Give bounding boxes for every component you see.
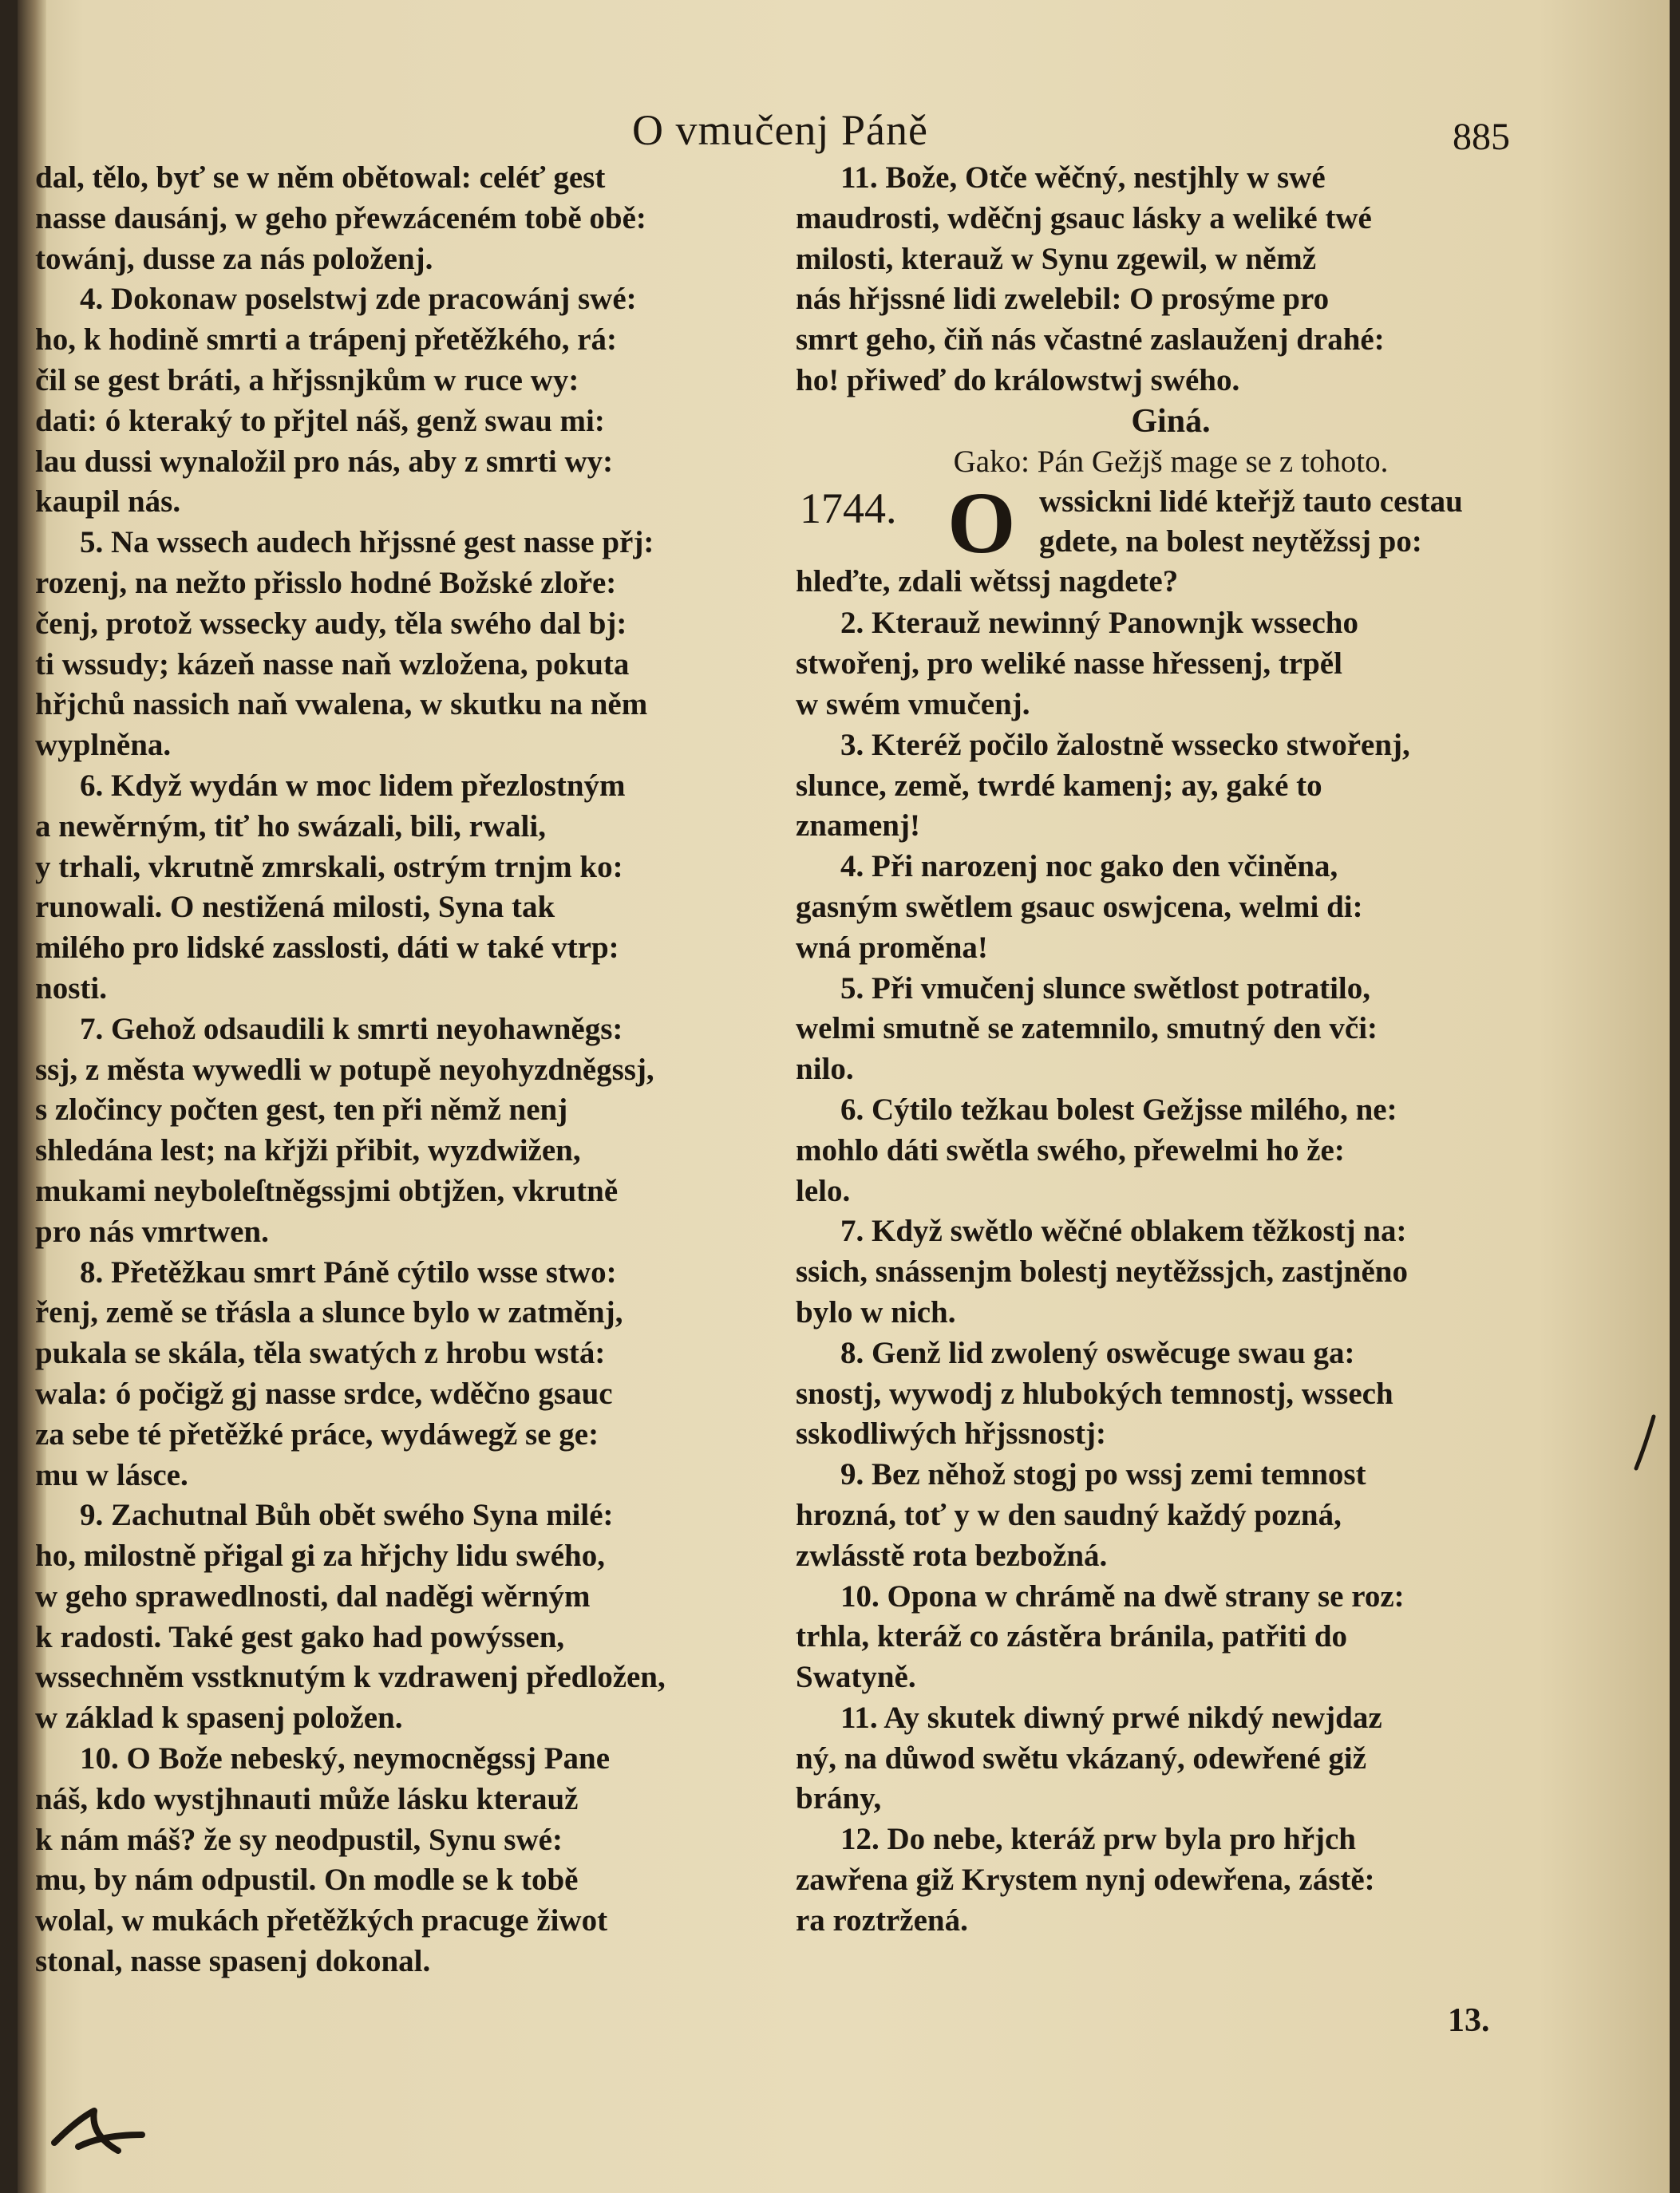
text-line: 3. Kteréž počilo žalostně wssecko stwořenj,	[840, 727, 1410, 762]
text-line: towánj, dusse za nás položenj.	[35, 241, 433, 276]
text-line: 10. Opona w chrámě na dwě strany se roz:	[840, 1579, 1405, 1614]
text-line: 11. Ay skutek diwný prwé nikdý newjdaz	[840, 1700, 1382, 1735]
text-line: k radosti. Také gest gako had powýssen,	[35, 1619, 565, 1654]
text-line: lelo.	[796, 1173, 851, 1208]
hymn-first-line: gdete, na bolest neytěžssj po:	[1039, 524, 1422, 559]
text-line: smrt geho, čiň nás včastné zaslauženj drahé:	[796, 322, 1385, 358]
text-line: 8. Genž lid zwolený oswěcuge swau ga:	[840, 1335, 1355, 1370]
text-line: nilo.	[796, 1052, 854, 1087]
text-line: w základ k spasenj položen.	[35, 1701, 403, 1736]
text-line: rozenj, na nežto přisslo hodné Božské zloře:	[35, 565, 617, 600]
text-line: stonal, nasse spasenj dokonal.	[35, 1944, 431, 1979]
text-line: pukala se skála, těla swatých z hrobu wstá:	[35, 1336, 606, 1371]
text-line: y trhali, vkrutně zmrskali, ostrým trnjm ko:	[35, 849, 623, 884]
text-line: za sebe té přetěžké práce, wydáwegž se ge:	[35, 1417, 599, 1452]
text-line: runowali. O nestižená milosti, Syna tak	[35, 890, 555, 925]
text-line: wolal, w mukách přetěžkých pracuge žiwot	[35, 1903, 608, 1938]
running-title: O vmučenj Páně	[632, 106, 928, 154]
text-line: 4. Dokonaw poselstwj zde pracowánj swé:	[80, 282, 637, 317]
text-line: ho, milostně přigal gi za hřjchy lidu swého,	[35, 1539, 605, 1574]
melody-line: Gako: Pán Gežjš mage se z tohoto.	[953, 444, 1389, 479]
text-line: mohlo dáti swětla swého, přewelmi ho že:	[796, 1132, 1345, 1168]
hymn-first-line: hleďte, zdali wětssj nagdete?	[796, 564, 1179, 599]
text-line: dati: ó kteraký to přjtel náš, genž swau mi:	[35, 403, 605, 438]
text-line: wyplněna.	[35, 728, 172, 763]
ink-stroke-icon	[1630, 1413, 1662, 1476]
text-line: dal, tělo, byť se w něm obětowal: celéť gest	[35, 160, 606, 195]
text-line: a newěrným, tiť ho swázali, bili, rwali,	[35, 808, 546, 844]
text-line: kaupil nás.	[35, 484, 181, 520]
text-line: wssechněm vsstknutým k vzdrawenj předložen,	[35, 1660, 666, 1695]
text-line: milosti, kterauž w Synu zgewil, w němž	[796, 241, 1317, 276]
hymn-first-line: wssickni lidé kteřjž tauto cestau	[1039, 484, 1463, 520]
text-line: wala: ó počigž gj nasse srdce, wděčno gsauc	[35, 1376, 613, 1411]
text-line: mukami neyboleſtněgssjmi obtjžen, vkrutně	[35, 1173, 619, 1208]
text-line: milého pro lidské zasslosti, dáti w také vtrp:	[35, 931, 619, 966]
right-verses-before	[796, 158, 1546, 401]
text-line: 6. Když wydán w moc lidem přezlostným	[80, 768, 626, 803]
page-header	[18, 88, 1670, 160]
text-line: w geho sprawedlnosti, dal naděgi wěrným	[35, 1579, 591, 1614]
text-line: 5. Na wssech audech hřjssné gest nasse přj:	[80, 525, 654, 560]
text-line: mu w lásce.	[35, 1457, 188, 1492]
text-line: pro nás vmrtwen.	[35, 1214, 269, 1249]
text-line: Swatyně.	[796, 1660, 916, 1695]
text-line: brány,	[796, 1781, 882, 1816]
text-line: bylo w nich.	[796, 1294, 956, 1330]
text-line: 7. Gehož odsaudili k smrti neyohawněgs:	[80, 1011, 623, 1046]
text-line: 2. Kterauž newinný Panownjk wssecho	[840, 606, 1358, 641]
text-line: gasným swětlem gsauc oswjcena, welmi di:	[796, 889, 1363, 924]
text-line: řenj, země se třásla a slunce bylo w zatměnj,	[35, 1295, 623, 1330]
right-verses-after	[796, 603, 1546, 1941]
text-line: shledána lest; na křjži přibit, wyzdwižen,	[35, 1133, 581, 1168]
text-line: 11. Bože, Otče wěčný, nestjhly w swé	[840, 160, 1326, 195]
text-line: k nám máš? že sy neodpustil, Synu swé:	[35, 1822, 563, 1857]
text-line: 9. Zachutnal Bůh obět swého Syna milé:	[80, 1498, 614, 1533]
text-line: ra roztržená.	[796, 1903, 968, 1938]
text-line: ti wssudy; kázeň nasse naň wzložena, pokuta	[35, 646, 630, 682]
hymn-number: 1744.	[800, 484, 897, 533]
text-line: 7. Když swětlo wěčné oblakem těžkostj na:	[840, 1214, 1407, 1249]
text-line: znamenj!	[796, 808, 920, 844]
text-line: ho, k hodině smrti a trápenj přetěžkého, rá:	[35, 322, 618, 358]
text-line: wná proměna!	[796, 930, 988, 965]
text-line: w swém vmučenj.	[796, 686, 1030, 721]
text-line: náš, kdo wystjhnauti může lásku kterauž	[35, 1781, 579, 1816]
text-line: s zločincy počten gest, ten při němž nenj	[35, 1093, 568, 1128]
right-column	[796, 158, 1546, 1942]
catchword: 13.	[1448, 2002, 1490, 2039]
text-line: stwořenj, pro weliké nasse hřessenj, trpěl	[796, 646, 1342, 682]
book-page	[18, 0, 1670, 2193]
text-line: trhla, kteráž co zástěra bránila, patřiti do	[796, 1619, 1348, 1654]
text-line: hřjchů nassich naň vwalena, w skutku na něm	[35, 687, 648, 722]
left-column	[35, 158, 777, 1982]
page-number: 885	[1453, 116, 1510, 158]
text-line: 5. Při vmučenj slunce swětlost potratilo,	[840, 970, 1370, 1006]
text-line: slunce, země, twrdé kamenj; ay, gaké to	[796, 768, 1322, 803]
ink-mark-icon	[46, 2087, 158, 2167]
text-line: nasse dausánj, w geho přewzáceném tobě obě:	[35, 200, 646, 235]
text-line: nás hřjssné lidi zwelebil: O prosýme pro	[796, 282, 1330, 317]
text-line: ssich, snássenjm bolestj neytěžssjch, zastjněno	[796, 1255, 1408, 1290]
text-line: maudrosti, wděčnj gsauc lásky a weliké twé	[796, 200, 1372, 235]
text-line: welmi smutně se zatemnilo, smutný den vči:	[796, 1011, 1378, 1046]
text-line: sskodliwých hřjssnostj:	[796, 1417, 1106, 1452]
text-line: ssj, z města wywedli w potupě neyohyzdněgssj,	[35, 1052, 654, 1087]
text-line: lau dussi wynaložil pro nás, aby z smrti wy:	[35, 444, 614, 479]
text-line: 12. Do nebe, kteráž prw byla pro hřjch	[840, 1822, 1356, 1857]
text-line: snostj, wywodj z hlubokých temnostj, wssech	[796, 1376, 1393, 1411]
text-line: ný, na důwod swětu vkázaný, odewřené giž	[796, 1741, 1367, 1776]
section-title: Giná.	[1131, 402, 1211, 440]
text-line: mu, by nám odpustil. On modle se k tobě	[35, 1863, 579, 1898]
text-line: 8. Přetěžkau smrt Páně cýtilo wsse stwo:	[80, 1255, 617, 1290]
text-line: čenj, protož wssecky audy, těla swého dal bj:	[35, 606, 627, 641]
text-line: 10. O Bože nebeský, neymocněgssj Pane	[80, 1741, 611, 1776]
text-line: hrozná, toť y w den saudný každý pozná,	[796, 1497, 1342, 1532]
text-line: zwlásstě rota bezbožná.	[796, 1538, 1108, 1573]
text-line: 4. Při narozenj noc gako den včiněna,	[840, 849, 1338, 884]
text-line: 9. Bez něhož stogj po wssj zemi temnost	[840, 1457, 1366, 1492]
dropcap-letter: O	[947, 474, 1016, 572]
text-line: čil se gest bráti, a hřjssnjkům w ruce wy:	[35, 362, 579, 397]
hymn-head	[796, 474, 1546, 603]
text-line: zawřena giž Krystem nynj odewřena, zástě:	[796, 1863, 1375, 1898]
text-line: 6. Cýtilo težkau bolest Gežjsse milého, ne:	[840, 1092, 1397, 1127]
text-line: ho! přiweď do králowstwj swého.	[796, 362, 1240, 397]
text-line: nosti.	[35, 970, 107, 1006]
